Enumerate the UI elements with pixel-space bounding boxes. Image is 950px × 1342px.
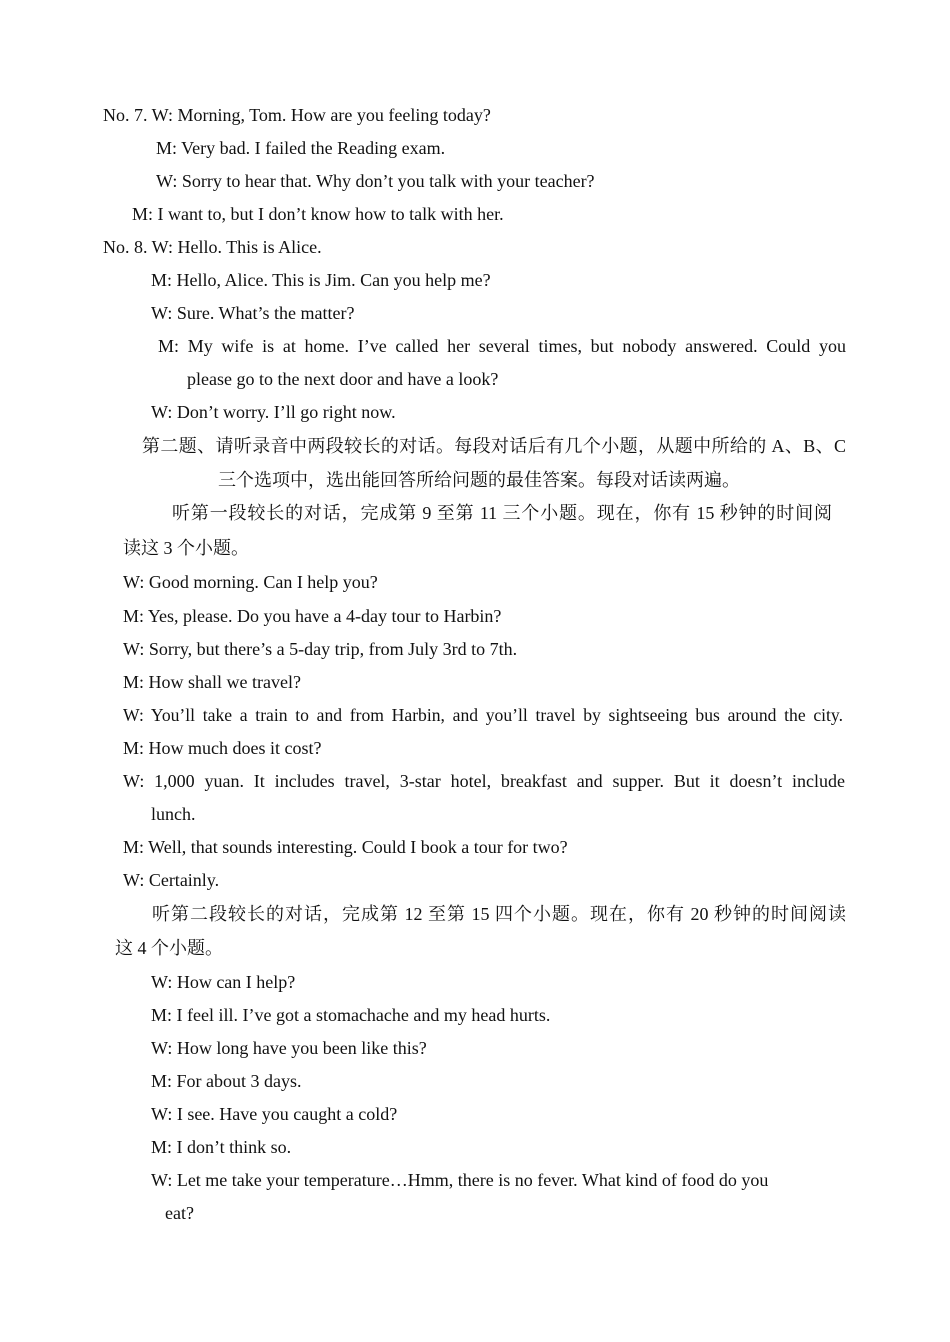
text-line: M: I feel ill. I’ve got a stomachache and my head hurts. — [151, 1005, 551, 1025]
text-line: W: You’ll take a train to and from Harbin, and you’ll travel by sightseeing bus around the city. — [123, 705, 843, 725]
text-line: M: I don’t think so. — [151, 1137, 292, 1157]
instruction-text: 听第一段较长的对话，完成第 9 至第 11 三个小题。现在，你有 15 秒钟的时间阅 — [172, 503, 832, 523]
text-line: M: How much does it cost? — [123, 738, 322, 758]
section-heading: 三个选项中，选出能回答所给问题的最佳答案。每段对话读两遍。 — [218, 470, 740, 490]
text-line: W: Sorry to hear that. Why don’t you talk with your teacher? — [156, 171, 595, 191]
instruction-text: 听第二段较长的对话，完成第 12 至第 15 四个小题。现在，你有 20 秒钟的时间阅读 — [152, 904, 846, 924]
text-line: eat? — [165, 1203, 194, 1223]
text-line: W: Certainly. — [123, 870, 220, 890]
text-line: W: How long have you been like this? — [151, 1038, 427, 1058]
text-line: W: How can I help? — [151, 972, 296, 992]
section-heading: 第二题、请听录音中两段较长的对话。每段对话后有几个小题，从题中所给的 A、B、C — [142, 436, 846, 456]
text-line: W: 1,000 yuan. It includes travel, 3-star hotel, breakfast and supper. But it doesn’t include — [123, 771, 845, 791]
instruction-text: 这 4 个小题。 — [115, 938, 223, 958]
text-line: M: My wife is at home. I’ve called her several times, but nobody answered. Could you — [158, 336, 846, 356]
text-line: M: For about 3 days. — [151, 1071, 302, 1091]
text-line: No. 7. W: Morning, Tom. How are you feeling today? — [103, 105, 491, 125]
text-line: M: Yes, please. Do you have a 4-day tour to Harbin? — [123, 606, 502, 626]
text-line: No. 8. W: Hello. This is Alice. — [103, 237, 322, 257]
text-line: M: How shall we travel? — [123, 672, 301, 692]
text-line: W: I see. Have you caught a cold? — [151, 1104, 398, 1124]
text-line: M: Very bad. I failed the Reading exam. — [156, 138, 446, 158]
instruction-text: 读这 3 个小题。 — [123, 538, 249, 558]
text-line: please go to the next door and have a look? — [187, 369, 499, 389]
text-line: M: I want to, but I don’t know how to talk with her. — [132, 204, 504, 224]
text-line: W: Sorry, but there’s a 5-day trip, from July 3rd to 7th. — [123, 639, 518, 659]
text-line: M: Well, that sounds interesting. Could I book a tour for two? — [123, 837, 568, 857]
text-line: W: Sure. What’s the matter? — [151, 303, 355, 323]
text-line: W: Good morning. Can I help you? — [123, 572, 378, 592]
text-line: M: Hello, Alice. This is Jim. Can you help me? — [151, 270, 491, 290]
text-line: W: Don’t worry. I’ll go right now. — [151, 402, 396, 422]
text-line: lunch. — [151, 804, 196, 824]
text-line: W: Let me take your temperature…Hmm, there is no fever. What kind of food do you — [151, 1170, 769, 1190]
